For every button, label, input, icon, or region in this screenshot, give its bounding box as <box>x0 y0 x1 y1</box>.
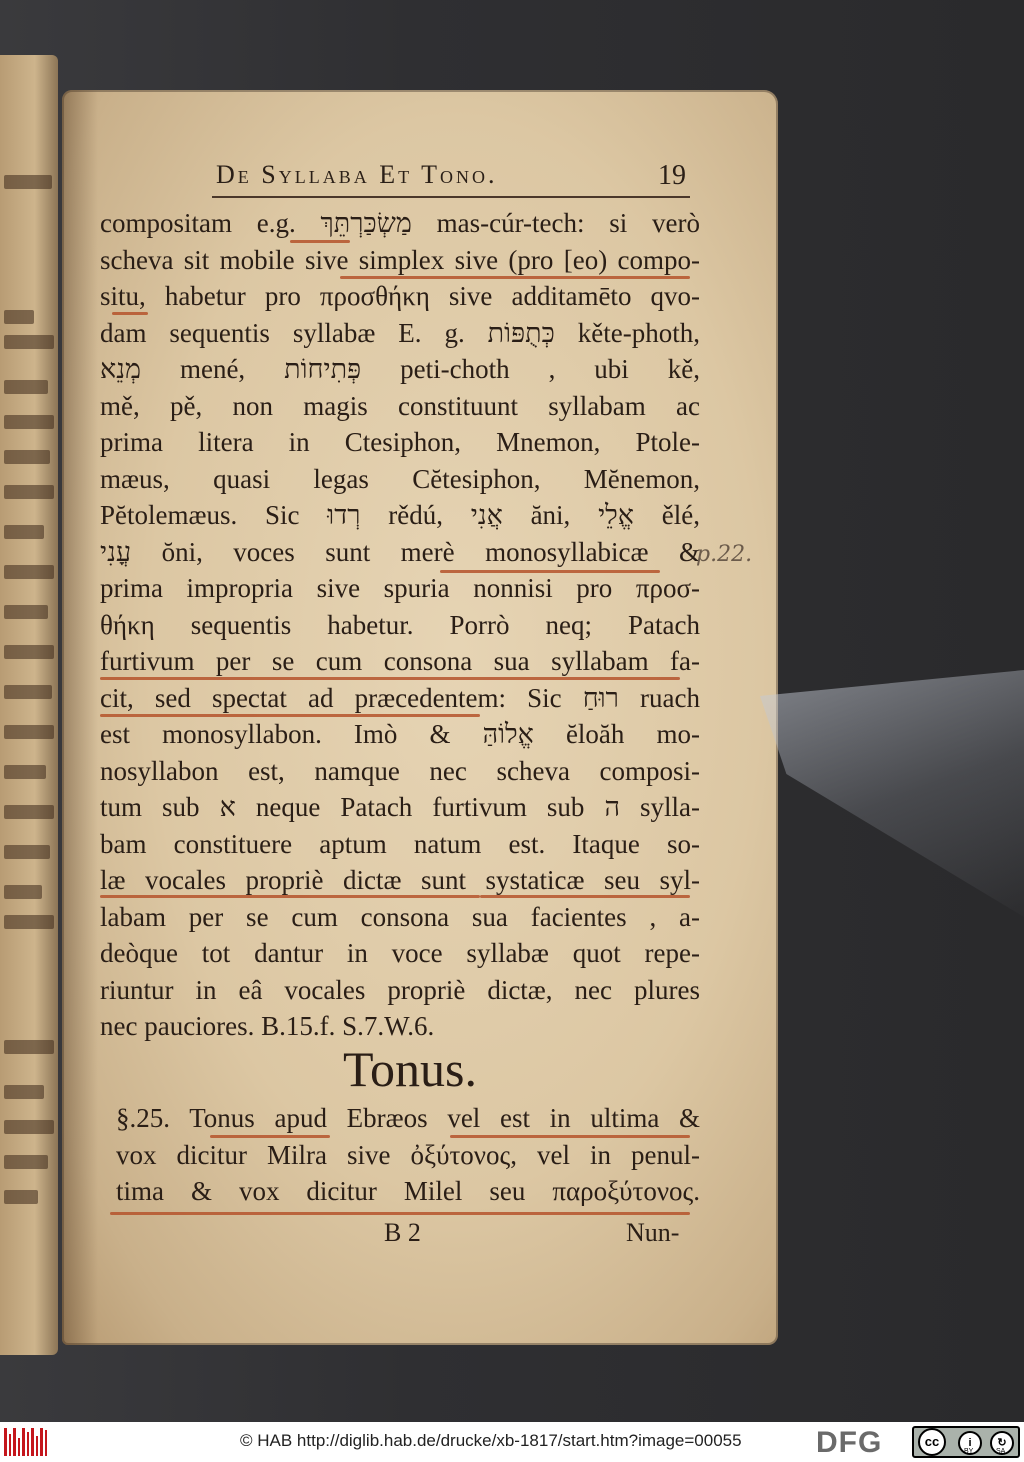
prev-page-text-fragment <box>4 380 48 394</box>
text-line: tima & vox dicitur Milel seu παροξύτονος. <box>116 1176 700 1206</box>
text-line: situ, habetur pro προσθήκη sive additamēto qvo- <box>100 281 700 311</box>
body-text <box>100 205 700 1045</box>
text-line: Pĕtolemæus. Sic רְדוּ rědú, אֲנִי ăni, אֱלֵי ělé, <box>100 500 700 530</box>
red-underline <box>480 895 690 898</box>
running-title: De Syllaba Et Tono. <box>216 160 498 189</box>
prev-page-text-fragment <box>4 885 42 899</box>
cc-by-label: BY <box>964 1448 974 1455</box>
footer-bar <box>0 1422 1024 1462</box>
text-line: §.25. Tonus apud Ebræos vel est in ultima & <box>116 1103 700 1133</box>
text-line: cit, sed spectat ad præcedentem: Sic רוּחַ ruach <box>100 682 700 713</box>
text-line: dam sequentis syllabæ E. g. כְּתֻפּוֹת kěte-photh, <box>100 317 700 348</box>
prev-page-text-fragment <box>4 525 44 539</box>
by-icon: i <box>958 1431 982 1455</box>
text-line: labam per se cum consona sua facientes , a- <box>100 901 700 932</box>
text-line: riuntur in eâ vocales propriè dictæ, nec plures <box>100 974 700 1005</box>
red-underline <box>440 570 660 573</box>
head-rule <box>212 196 690 198</box>
text-line: deòque tot dantur in voce syllabæ quot repe- <box>100 938 700 968</box>
prev-page-text-fragment <box>4 335 54 349</box>
credit-link[interactable]: © HAB http://diglib.hab.de/drucke/xb-1817/start.htm?image=00055 <box>240 1431 742 1450</box>
text-line: nec pauciores. B.15.f. S.7.W.6. <box>100 1011 435 1041</box>
text-line: prima impropria sive spuria nonnisi pro προσ- <box>100 573 700 603</box>
text-line: furtivum per se cum consona sua syllabam fa- <box>100 646 700 676</box>
red-underline <box>112 312 148 315</box>
running-head <box>216 160 686 194</box>
prev-page-text-fragment <box>4 1155 48 1169</box>
signature-mark: B 2 <box>384 1218 421 1247</box>
section-heading: Tonus. <box>342 1041 477 1097</box>
text-line: mě, pě, non magis constituunt syllabam ac <box>100 390 700 421</box>
prev-page-text-fragment <box>4 565 54 579</box>
prev-page-text-fragment <box>4 605 48 619</box>
text-line: nosyllabon est, namque nec scheva composi- <box>100 755 700 786</box>
prev-page-text-fragment <box>4 1040 54 1054</box>
prev-page-text-fragment <box>4 485 54 499</box>
prev-page-text-fragment <box>4 685 52 699</box>
previous-page-edge <box>0 55 58 1355</box>
red-underline <box>100 677 680 680</box>
text-line: mæus, quasi legas Cĕtesiphon, Mĕnemon, <box>100 463 700 494</box>
prev-page-text-fragment <box>4 805 54 819</box>
catchword: Nun- <box>626 1218 680 1247</box>
prev-page-text-fragment <box>4 915 54 929</box>
margin-note: p.22. <box>696 542 753 567</box>
prev-page-text-fragment <box>4 1120 54 1134</box>
cc-sa-label: SA <box>996 1448 1006 1455</box>
text-line: מְנֵא mené, פְּתִיחוֹת peti-choth , ubi kě, <box>100 354 700 384</box>
section-text <box>116 1100 700 1210</box>
text-line: tum sub א neque Patach furtivum sub ה sylla- <box>100 792 700 822</box>
prev-page-text-fragment <box>4 415 54 429</box>
sa-icon: ↻ <box>990 1431 1014 1455</box>
red-underline <box>100 714 480 717</box>
prev-page-text-fragment <box>4 765 46 779</box>
dfg-logo: DFG <box>816 1426 883 1459</box>
cc-license-badge[interactable] <box>912 1426 1020 1458</box>
text-line: est monosyllabon. Imò & אֱלוֹהַּ ĕloăh mo- <box>100 719 700 749</box>
text-line: עֳנִי ŏni, voces sunt merè monosyllabicæ & <box>100 536 700 567</box>
prev-page-text-fragment <box>4 310 34 324</box>
red-underline <box>100 895 480 898</box>
page-gutter-shadow <box>62 90 98 1345</box>
prev-page-text-fragment <box>4 175 52 189</box>
text-line: scheva sit mobile sive simplex sive (pro [eo) compo- <box>100 244 700 275</box>
text-line: bam constituere aptum natum est. Itaque so- <box>100 828 700 859</box>
red-underline <box>340 276 690 279</box>
prev-page-text-fragment <box>4 845 50 859</box>
prev-page-text-fragment <box>4 645 54 659</box>
text-line: vox dicitur Milra sive ὀξύτονος, vel in penul- <box>116 1139 700 1170</box>
red-underline <box>290 240 350 243</box>
prev-page-text-fragment <box>4 1190 38 1204</box>
text-line: θήκη sequentis habetur. Porrò neq; Patach <box>100 609 700 640</box>
hab-barcode-logo <box>4 1428 48 1456</box>
prev-page-text-fragment <box>4 450 50 464</box>
cc-icon: cc <box>918 1428 946 1456</box>
prev-page-text-fragment <box>4 725 54 739</box>
text-line: læ vocales propriè dictæ sunt systaticæ seu syl- <box>100 865 700 895</box>
text-line: compositam e.g. מַשְׂכַּרְתֵּךְ mas-cúr-tech: si verò <box>100 208 700 238</box>
page-number: 19 <box>658 160 686 191</box>
text-line: prima litera in Ctesiphon, Mnemon, Ptole- <box>100 427 700 457</box>
red-underline <box>110 1212 690 1215</box>
prev-page-text-fragment <box>4 1085 44 1099</box>
